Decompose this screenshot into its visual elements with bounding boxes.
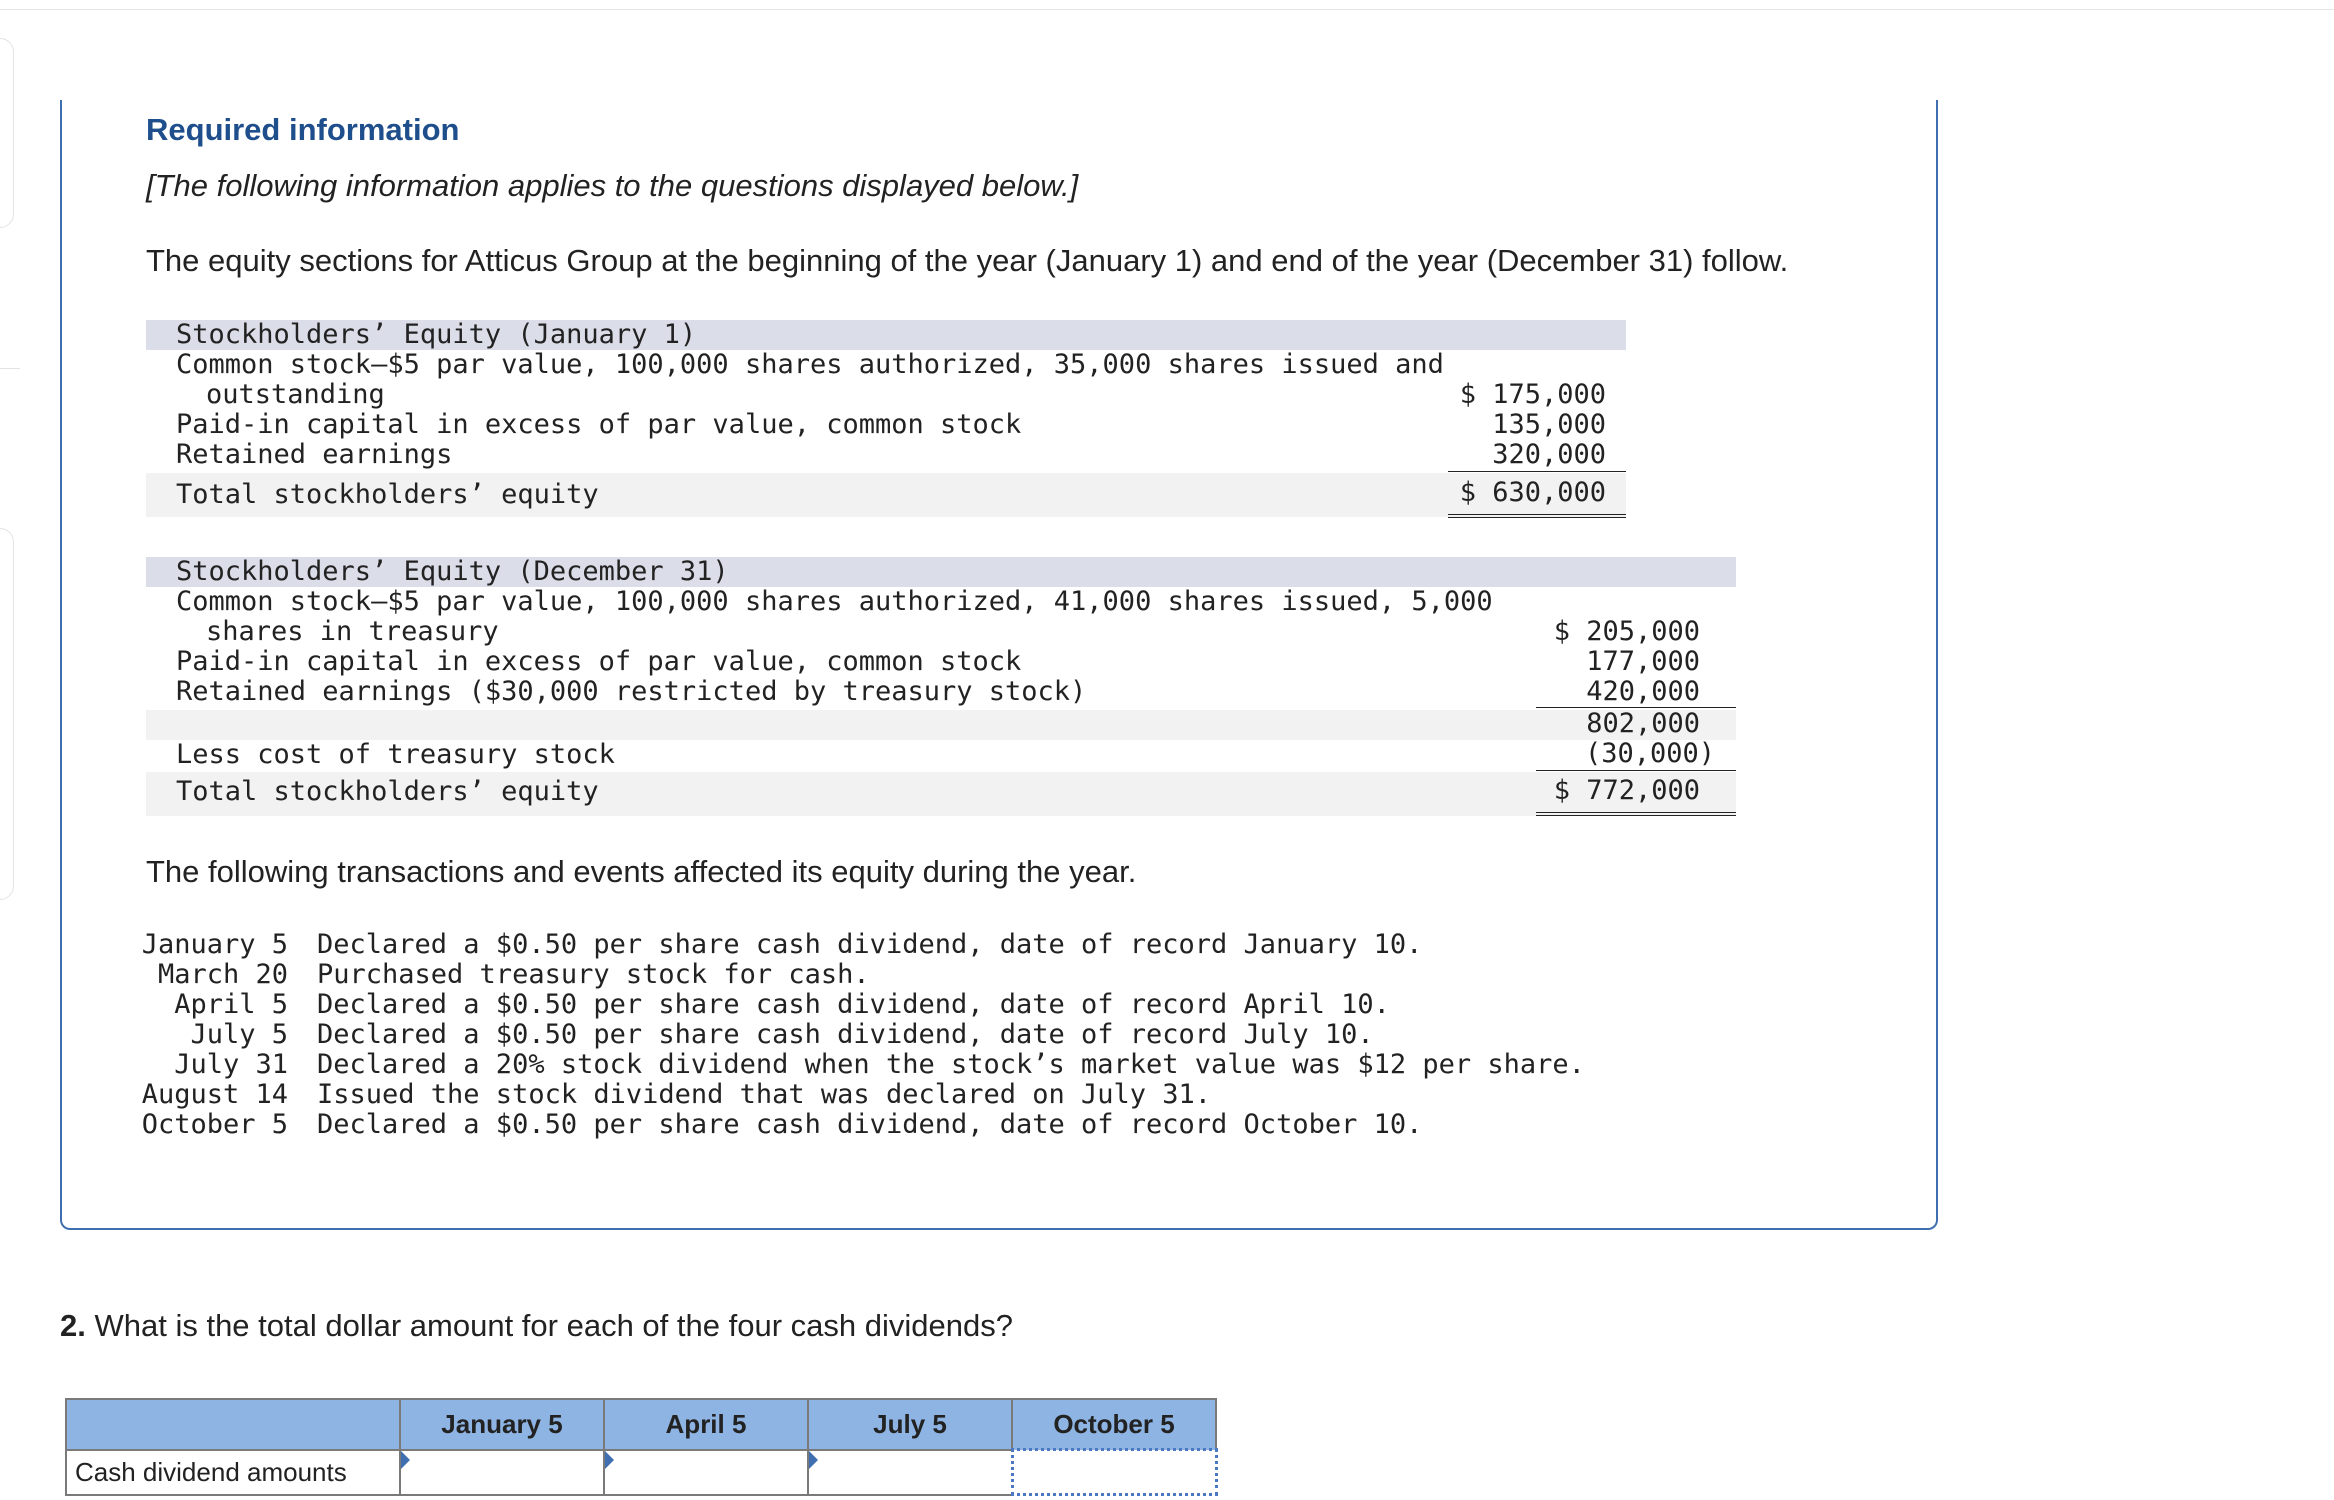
jan-paid-in-value: 135,000 [1492, 409, 1606, 440]
dec-paid-in-label: Paid-in capital in excess of par value, common stock [176, 646, 1022, 677]
row-label: Cash dividend amounts [66, 1450, 400, 1495]
jan-heading: Stockholders’ Equity (January 1) [176, 319, 697, 350]
cell-marker-icon [809, 1451, 818, 1469]
column-header: July 5 [808, 1399, 1012, 1450]
dec-common-label: Common stock—$5 par value, 100,000 shares authorized, 41,000 shares issued, 5,000 [176, 586, 1493, 617]
jan-common-value: $ 175,000 [1459, 379, 1606, 410]
answer-input-october-5[interactable] [1022, 1454, 1211, 1490]
jan-retained-value: 320,000 [1492, 439, 1606, 470]
dec-retained-label: Retained earnings ($30,000 restricted by treasury stock) [176, 676, 1087, 707]
answer-table [65, 1398, 1218, 1496]
tx-text: Declared a $0.50 per share cash dividend, date of record January 10. [317, 929, 1423, 960]
answer-input-april-5[interactable] [613, 1454, 803, 1490]
question-number: 2. [60, 1308, 86, 1343]
tx-text: Purchased treasury stock for cash. [317, 959, 870, 990]
answer-table-corner [66, 1399, 400, 1450]
tx-date: March 20 [157, 959, 288, 990]
cell-marker-icon [401, 1451, 410, 1469]
dec-common-label-cont: shares in treasury [206, 616, 499, 647]
cell-marker-icon [605, 1451, 614, 1469]
dec-heading: Stockholders’ Equity (December 31) [176, 556, 729, 587]
jan-underline [1448, 471, 1626, 472]
dec-treasury-label: Less cost of treasury stock [176, 739, 615, 770]
tx-text: Declared a $0.50 per share cash dividend, date of record July 10. [317, 1019, 1374, 1050]
dec-blank-band [146, 710, 1736, 740]
info-note: [The following information applies to the questions displayed below.] [146, 168, 1079, 203]
tx-text: Declared a $0.50 per share cash dividend, date of record October 10. [317, 1109, 1423, 1140]
tx-date: July 31 [174, 1049, 288, 1080]
tx-text: Declared a 20% stock dividend when the stock’s market value was $12 per share. [317, 1049, 1585, 1080]
required-info-title: Required information [146, 112, 460, 147]
tx-text: Issued the stock dividend that was declared on July 31. [317, 1079, 1212, 1110]
answer-cell-january-5[interactable] [400, 1450, 604, 1495]
transactions-intro: The following transactions and events affected its equity during the year. [146, 854, 1137, 889]
jan-double-underline [1448, 514, 1626, 518]
dec-double-underline [1536, 812, 1736, 816]
dec-common-value: $ 205,000 [1553, 616, 1700, 647]
column-header: April 5 [604, 1399, 808, 1450]
tx-date: October 5 [141, 1109, 288, 1140]
dec-subtotal-value: 802,000 [1586, 708, 1700, 739]
side-panel-edge [0, 38, 14, 228]
tx-date: April 5 [174, 989, 288, 1020]
tx-date: August 14 [141, 1079, 288, 1110]
intro-text: The equity sections for Atticus Group at the beginning of the year (January 1) and end of the year (December 31) follow. [146, 243, 1789, 278]
question-body: What is the total dollar amount for each of the four cash dividends? [94, 1308, 1013, 1343]
answer-cell-july-5[interactable] [808, 1450, 1012, 1495]
answer-input-july-5[interactable] [817, 1454, 1007, 1490]
jan-retained-label: Retained earnings [176, 439, 453, 470]
jan-total-value: $ 630,000 [1459, 477, 1606, 508]
answer-input-january-5[interactable] [409, 1454, 599, 1490]
side-panel-edge [0, 528, 14, 900]
answer-cell-april-5[interactable] [604, 1450, 808, 1495]
column-header: January 5 [400, 1399, 604, 1450]
jan-common-label: Common stock—$5 par value, 100,000 shares authorized, 35,000 shares issued and [176, 349, 1444, 380]
top-divider [0, 9, 2334, 10]
side-divider [0, 368, 20, 369]
dec-total-label: Total stockholders’ equity [176, 776, 599, 807]
column-header: October 5 [1012, 1399, 1216, 1450]
question-text [60, 1308, 1013, 1344]
dec-total-value: $ 772,000 [1553, 775, 1700, 806]
dec-treasury-value: (30,000) [1584, 738, 1715, 769]
jan-total-label: Total stockholders’ equity [176, 479, 599, 510]
jan-paid-in-label: Paid-in capital in excess of par value, common stock [176, 409, 1022, 440]
jan-common-label-cont: outstanding [206, 379, 385, 410]
dec-underline-2 [1536, 770, 1736, 771]
tx-text: Declared a $0.50 per share cash dividend, date of record April 10. [317, 989, 1390, 1020]
answer-cell-october-5[interactable] [1012, 1450, 1216, 1495]
dec-retained-value: 420,000 [1586, 676, 1700, 707]
tx-date: January 5 [141, 929, 288, 960]
tx-date: July 5 [190, 1019, 288, 1050]
dec-paid-in-value: 177,000 [1586, 646, 1700, 677]
